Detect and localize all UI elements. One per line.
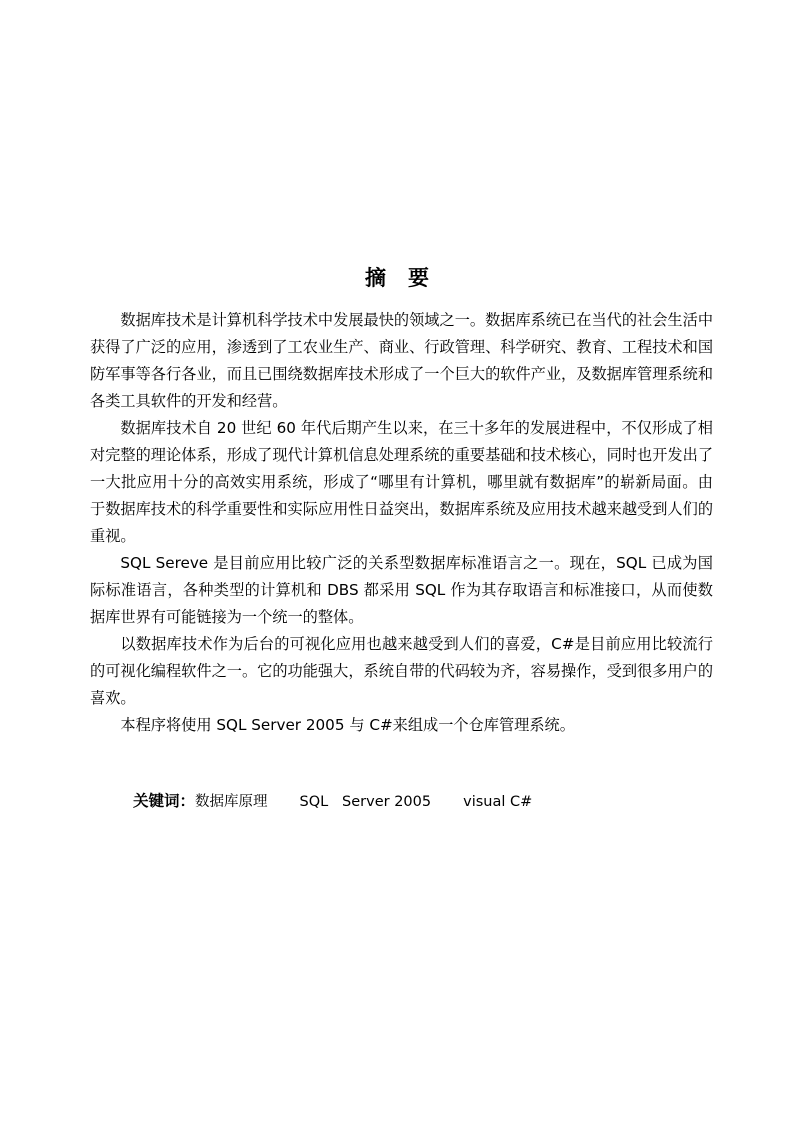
abstract-paragraph: SQL Sereve 是目前应用比较广泛的关系型数据库标准语言之一。现在，SQL 已成为国际标准语言，各种类型的计算机和 DBS 都采用 SQL 作为其存取语言和标准接口，从而使数据库世界有可能链接为一个统一的整体。 [90,554,713,626]
abstract-paragraph: 以数据库技术作为后台的可视化应用也越来越受到人们的喜爱，C#是目前应用比较流行的可视化编程软件之一。它的功能强大，系统自带的代码较为齐，容易操作，受到很多用户的喜欢。 [90,635,713,707]
keyword-item: 数据库原理 [195,794,268,810]
keywords-label: 关键词： [133,792,196,810]
abstract-paragraph: 数据库技术自 20 世纪 60 年代后期产生以来，在三十多年的发展进程中，不仅形成了相对完整的理论体系，形成了现代计算机信息处理系统的重要基础和技术核心，同时也开发出了一大批应用十分的高效实用系统，形成了“哪里有计算机，哪里就有数据库”的崭新局面。由于数据库技术的科学重要性和实际应用性日益突出，数据库系统及应用技术越来越受到人们的重视。 [90,419,713,545]
abstract-paragraph: 数据库技术是计算机科学技术中发展最快的领域之一。数据库系统已在当代的社会生活中获得了广泛的应用，渗透到了工农业生产、商业、行政管理、科学研究、教育、工程技术和国防军事等各行各业，而且已围绕数据库技术形成了一个巨大的软件产业，及数据库管理系统和各类工具软件的开发和经营。 [90,311,713,410]
abstract-paragraph: 本程序将使用 SQL Server 2005 与 C#来组成一个仓库管理系统。 [120,716,575,734]
abstract-body [90,307,713,739]
keyword-item: visual C# [463,794,533,810]
abstract-title: 摘要 [365,266,451,290]
keyword-item: SQL Server 2005 [299,794,432,810]
keywords-line [133,787,532,816]
